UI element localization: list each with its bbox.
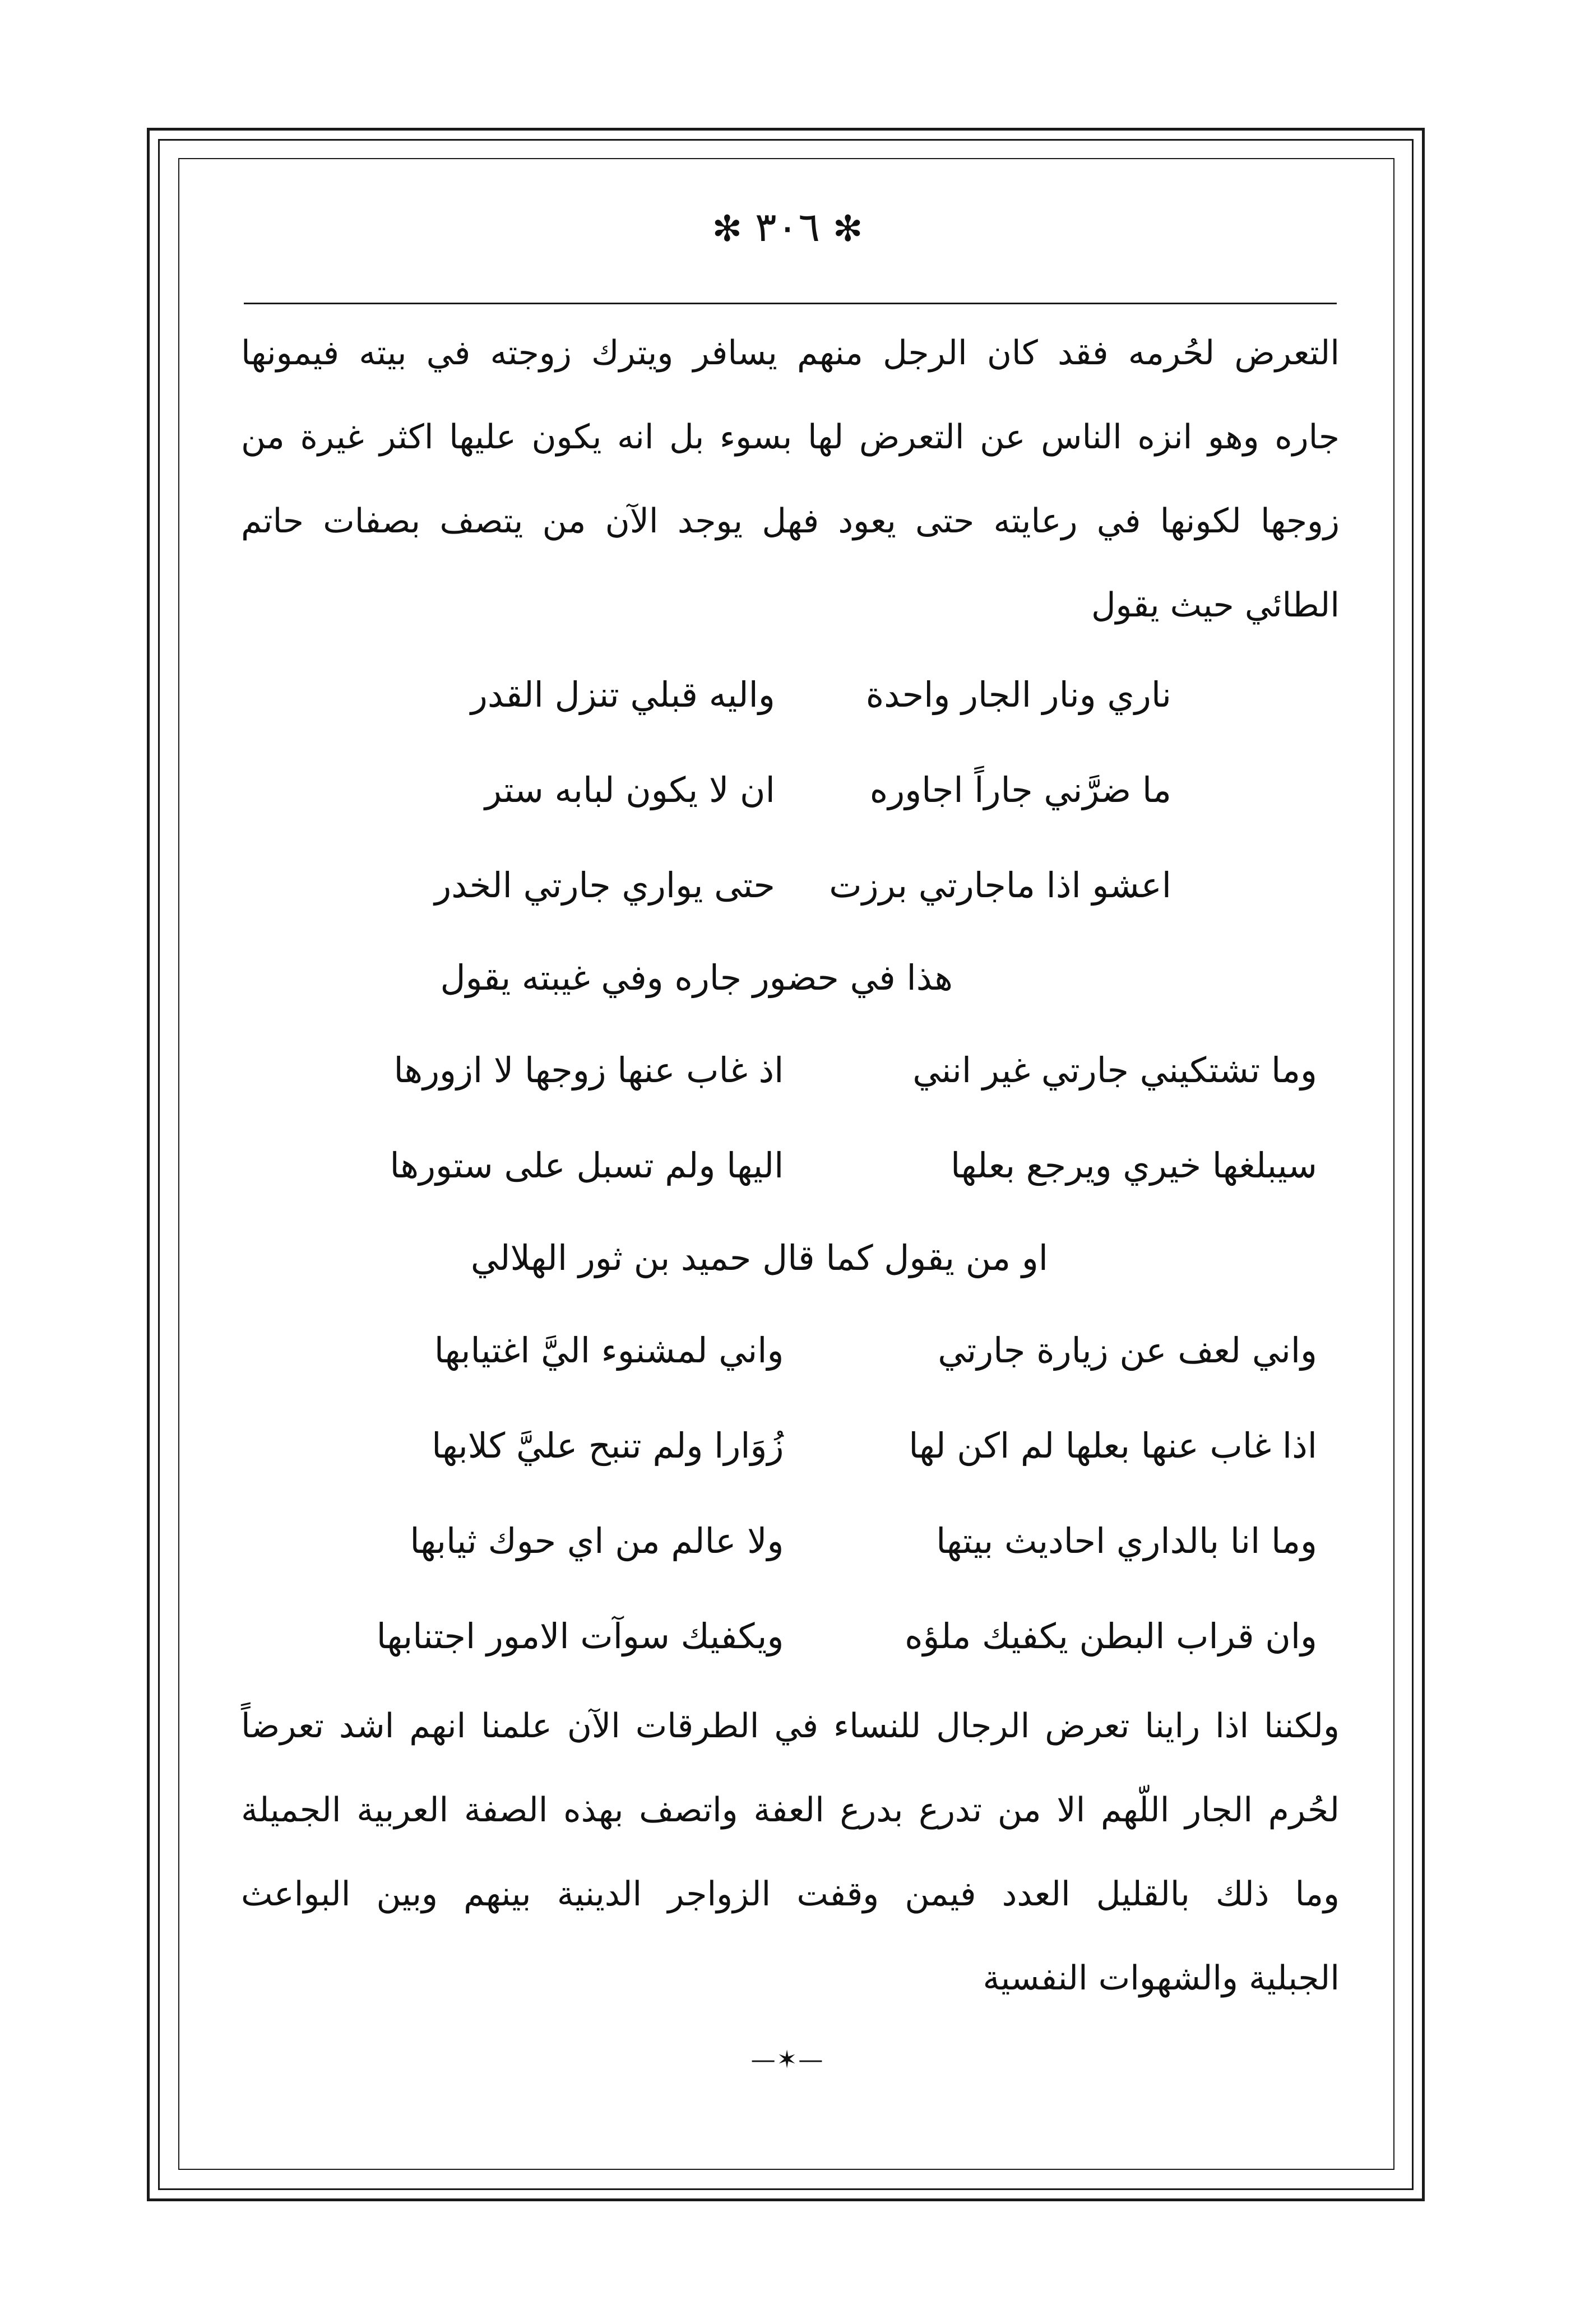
verse-first-hemistich: وان قراب البطن يكفيك ملؤه bbox=[905, 1616, 1317, 1657]
page-header bbox=[185, 202, 1390, 254]
verse-first-hemistich: اذا غاب عنها بعلها لم اكن لها bbox=[909, 1425, 1317, 1466]
page-body bbox=[241, 311, 1340, 2020]
prose-line: ولكننا اذا راينا تعرض الرجال للنساء في الطرقات الآن علمنا انهم اشد تعرضاً bbox=[241, 1706, 1340, 1746]
verse-second-hemistich: ويكفيك سوآت الامور اجتنابها bbox=[376, 1616, 784, 1657]
verse-first-hemistich: وما انا بالداري احاديث بيتها bbox=[936, 1520, 1317, 1561]
verse-first-hemistich: سيبلغها خيري ويرجع بعلها bbox=[950, 1145, 1317, 1186]
verse-line bbox=[291, 1398, 1317, 1493]
prose-line: الجبلية والشهوات النفسية bbox=[983, 1959, 1340, 1998]
prose-line: التعرض لحُرمه فقد كان الرجل منهم يسافر ويترك زوجته في بيته فيمونها bbox=[241, 333, 1340, 373]
verse-second-hemistich: حتى يواري جارتي الخدر bbox=[434, 865, 775, 906]
verse-second-hemistich: ان لا يكون لبابه ستر bbox=[484, 769, 775, 810]
verse-line bbox=[291, 1023, 1317, 1118]
prose-paragraph-top bbox=[241, 311, 1340, 647]
intro-line: او من يقول كما قال حميد بن ثور الهلالي bbox=[470, 1237, 1048, 1278]
verse-line bbox=[291, 1493, 1317, 1589]
verse-second-hemistich: اذ غاب عنها زوجها لا ازورها bbox=[393, 1050, 784, 1091]
prose-line: لحُرم الجار اللّهم الا من تدرع بدرع العفة واتصف بهذه الصفة العربية الجميلة bbox=[241, 1790, 1340, 1830]
prose-line: وما ذلك بالقليل العدد فيمن وقفت الزواجر الدينية بينهم وبين البواعث bbox=[241, 1875, 1340, 1914]
verse-second-hemistich: اليها ولم تسبل على ستورها bbox=[390, 1145, 784, 1186]
verse-second-hemistich: واليه قبلي تنزل القدر bbox=[470, 674, 775, 715]
verse-line bbox=[291, 1303, 1317, 1398]
prose-paragraph-bottom bbox=[241, 1684, 1340, 2020]
verse-first-hemistich: ما ضرَّني جاراً اجاوره bbox=[869, 769, 1171, 810]
verse-line bbox=[409, 647, 1171, 743]
verse-first-hemistich: وما تشتكيني جارتي غير انني bbox=[912, 1050, 1317, 1091]
verse-first-hemistich: ناري ونار الجار واحدة bbox=[865, 674, 1171, 715]
verse-second-hemistich: زُوَارا ولم تنبح عليَّ كلابها bbox=[432, 1425, 784, 1466]
verse-first-hemistich: اعشو اذا ماجارتي برزت bbox=[829, 865, 1171, 906]
verse-first-hemistich: واني لعف عن زيارة جارتي bbox=[938, 1330, 1317, 1371]
prose-line: جاره وهو انزه الناس عن التعرض لها بسوء بل انه يكون عليها اكثر غيرة من bbox=[241, 418, 1340, 457]
poem-hatim bbox=[409, 647, 1171, 933]
page-number: ٣٠٦ bbox=[754, 203, 820, 251]
verse-second-hemistich: ولا عالم من اي حوك ثيابها bbox=[410, 1520, 784, 1561]
verse-line bbox=[409, 838, 1171, 933]
verse-line bbox=[291, 1589, 1317, 1684]
verse-second-hemistich: واني لمشنوء اليَّ اغتيابها bbox=[434, 1330, 784, 1371]
prose-line: زوجها لكونها في رعايته حتى يعود فهل يوجد الآن من يتصف بصفات حاتم bbox=[241, 502, 1340, 541]
verse-line bbox=[291, 1118, 1317, 1213]
poem-absence bbox=[291, 1023, 1317, 1213]
ornament-icon: ✻ bbox=[832, 208, 863, 250]
ornament-icon: ✻ bbox=[712, 208, 743, 250]
prose-line: الطائي حيث يقول bbox=[1091, 586, 1340, 625]
poem-humaid bbox=[291, 1303, 1317, 1684]
header-rule bbox=[244, 303, 1337, 304]
intro-line: هذا في حضور جاره وفي غيبته يقول bbox=[440, 957, 953, 998]
tailpiece-ornament: —✶— bbox=[750, 2045, 824, 2074]
verse-line bbox=[409, 743, 1171, 838]
